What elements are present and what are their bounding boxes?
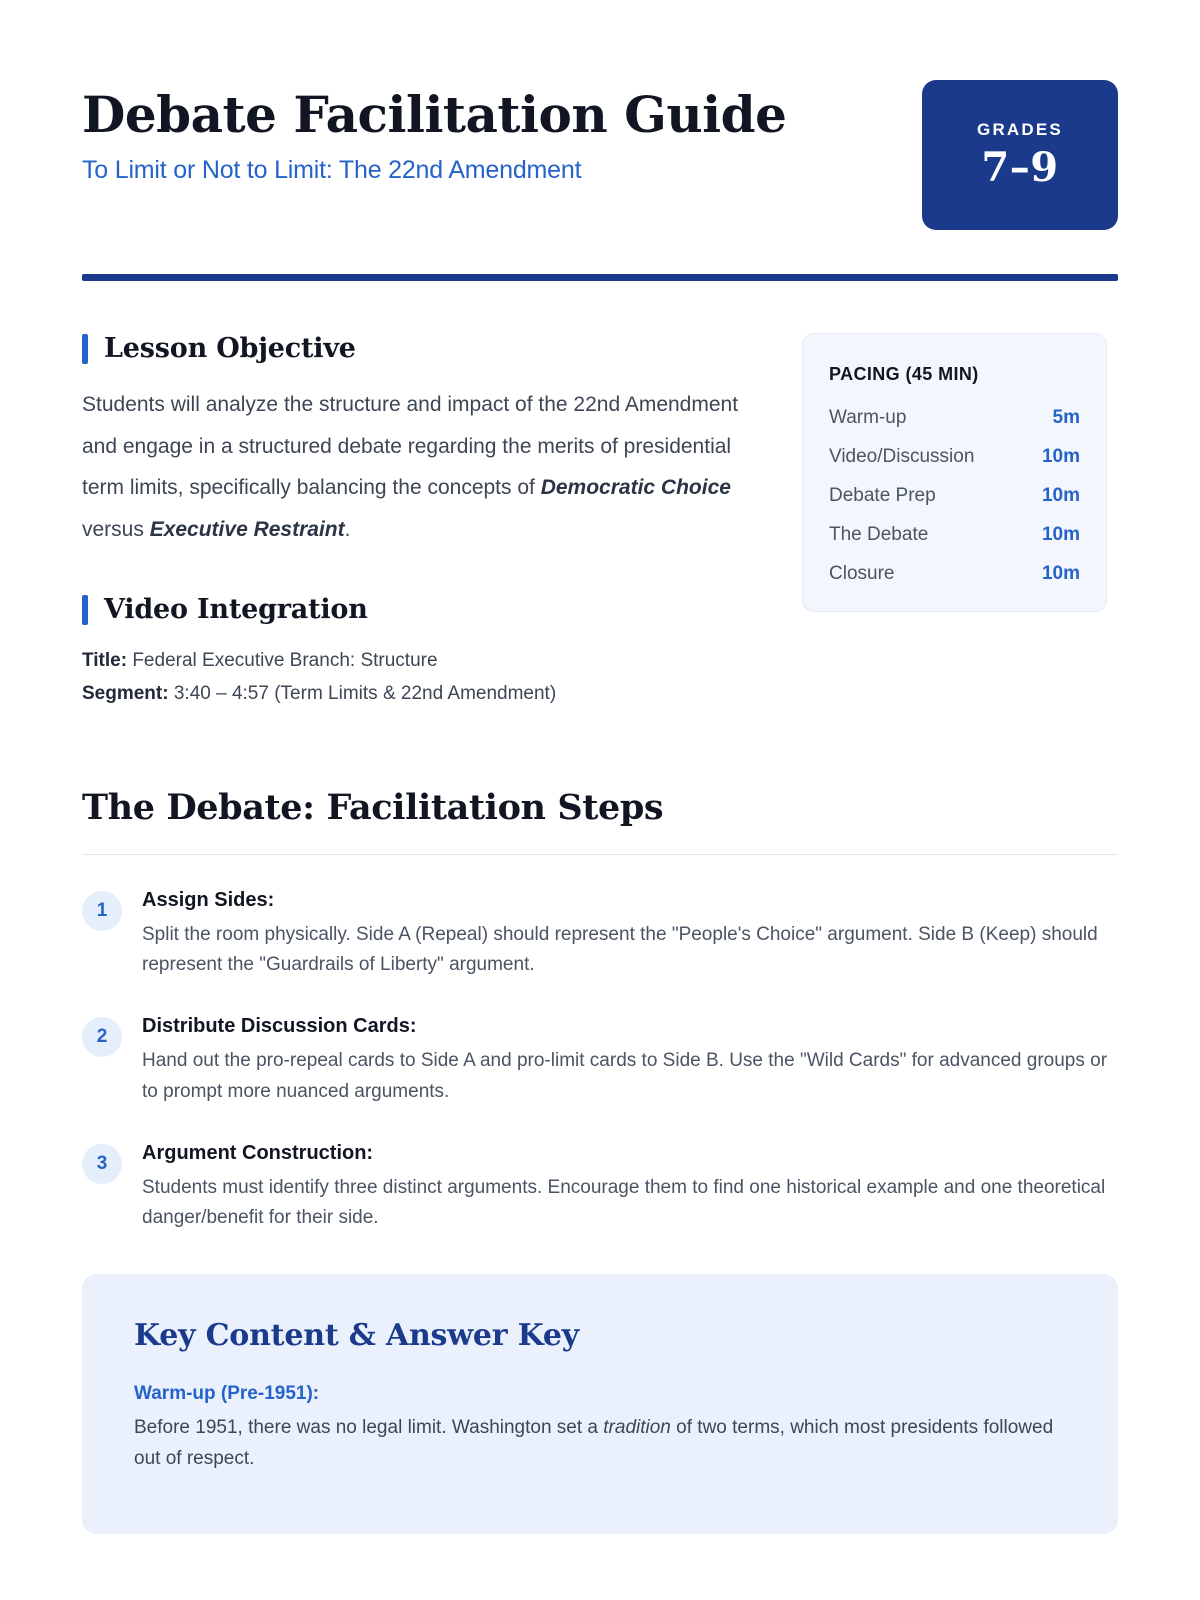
grades-badge <box>922 80 1118 230</box>
video-segment-line <box>82 678 742 711</box>
step-text: Hand out the pro-repeal cards to Side A and pro-limit cards to Side B. Use the "Wild Cards" for advanced groups or to prompt more nuanced arguments. <box>142 1050 1108 1102</box>
accent-bar-icon <box>82 595 88 625</box>
pacing-row <box>829 407 1080 429</box>
list-item <box>82 1015 1118 1108</box>
objective-text-part3: . <box>344 517 351 541</box>
pacing-value: 10m <box>1041 485 1080 506</box>
header-divider <box>82 274 1118 281</box>
video-integration-heading <box>82 594 742 625</box>
upper-content <box>82 333 1118 711</box>
left-column <box>82 333 742 711</box>
list-item <box>82 889 1118 982</box>
step-heading: Argument Construction: <box>142 1141 374 1164</box>
step-text: Split the room physically. Side A (Repeal) should represent the "People's Choice" argument. Side B (Keep) should represent the "Guardrails of Liberty" argument. <box>142 923 1098 976</box>
grades-badge-label: GRADES <box>977 119 1063 139</box>
video-segment-label: Segment: <box>82 682 169 704</box>
answer-text-emphasis: tradition <box>603 1417 671 1439</box>
page-subtitle: To Limit or Not to Limit: The 22nd Amendment <box>82 156 582 184</box>
pacing-label: Debate Prep <box>829 485 936 506</box>
pacing-value: 10m <box>1041 524 1080 545</box>
list-item <box>82 1142 1118 1235</box>
objective-emphasis-executive-restraint: Executive Restraint <box>149 517 345 541</box>
page-title: Debate Facilitation Guide <box>82 85 787 144</box>
step-text: Students must identify three distinct arguments. Encourage them to find one historical example and one theoretical danger/benefit for their side. <box>142 1176 1106 1229</box>
right-column <box>802 333 1107 612</box>
step-body <box>142 1142 1118 1235</box>
document-header <box>82 78 1118 230</box>
objective-text-part1: Students will analyze the structure and impact of the 22nd Amendment and engage in a structured debate regarding the merits of presidential term limits, specifically balancing the concepts of <box>82 393 739 500</box>
answer-text-part2: of two terms, which most presidents followed out of respect. <box>134 1417 1054 1469</box>
step-number-badge: 2 <box>82 1017 122 1057</box>
pacing-label: Closure <box>829 563 895 584</box>
pacing-row <box>829 563 1080 585</box>
pacing-value: 5m <box>1052 407 1080 428</box>
accent-bar-icon <box>82 334 88 364</box>
pacing-title: PACING (45 MIN) <box>829 364 979 384</box>
step-body <box>142 1015 1118 1108</box>
step-body <box>142 889 1118 982</box>
pacing-label: Warm-up <box>829 407 907 428</box>
pacing-card <box>802 333 1107 612</box>
grades-badge-value: 7–9 <box>981 143 1059 191</box>
step-number-badge: 3 <box>82 1144 122 1184</box>
video-title-line <box>82 645 742 678</box>
video-integration-title: Video Integration <box>104 594 368 626</box>
objective-text-part2: versus <box>82 517 150 541</box>
lesson-objective-heading <box>82 333 742 364</box>
step-heading: Assign Sides: <box>142 888 275 911</box>
answer-text-part1: Before 1951, there was no legal limit. Washington set a <box>134 1417 604 1439</box>
pacing-value: 10m <box>1041 563 1080 584</box>
answer-key-panel <box>82 1274 1118 1534</box>
video-title-label: Title: <box>82 650 128 672</box>
answer-key-text <box>134 1413 1066 1474</box>
header-text-block <box>82 78 786 185</box>
pacing-row <box>829 446 1080 468</box>
video-title-value: Federal Executive Branch: Structure <box>132 650 438 672</box>
answer-key-title: Key Content & Answer Key <box>134 1318 579 1354</box>
lesson-objective-title: Lesson Objective <box>104 333 356 364</box>
pacing-row <box>829 485 1080 507</box>
objective-emphasis-democratic-choice: Democratic Choice <box>540 476 731 500</box>
facilitation-steps-title: The Debate: Facilitation Steps <box>82 786 664 828</box>
video-segment-value: 3:40 – 4:57 (Term Limits & 22nd Amendment) <box>173 682 557 704</box>
steps-divider <box>82 854 1118 855</box>
pacing-row <box>829 524 1080 546</box>
step-number-badge: 1 <box>82 891 122 931</box>
step-heading: Distribute Discussion Cards: <box>142 1015 417 1038</box>
pacing-value: 10m <box>1041 446 1080 467</box>
answer-key-subheading: Warm-up (Pre-1951): <box>134 1383 320 1405</box>
pacing-label: The Debate <box>829 524 929 545</box>
pacing-label: Video/Discussion <box>829 446 975 467</box>
lesson-objective-text <box>82 384 742 550</box>
